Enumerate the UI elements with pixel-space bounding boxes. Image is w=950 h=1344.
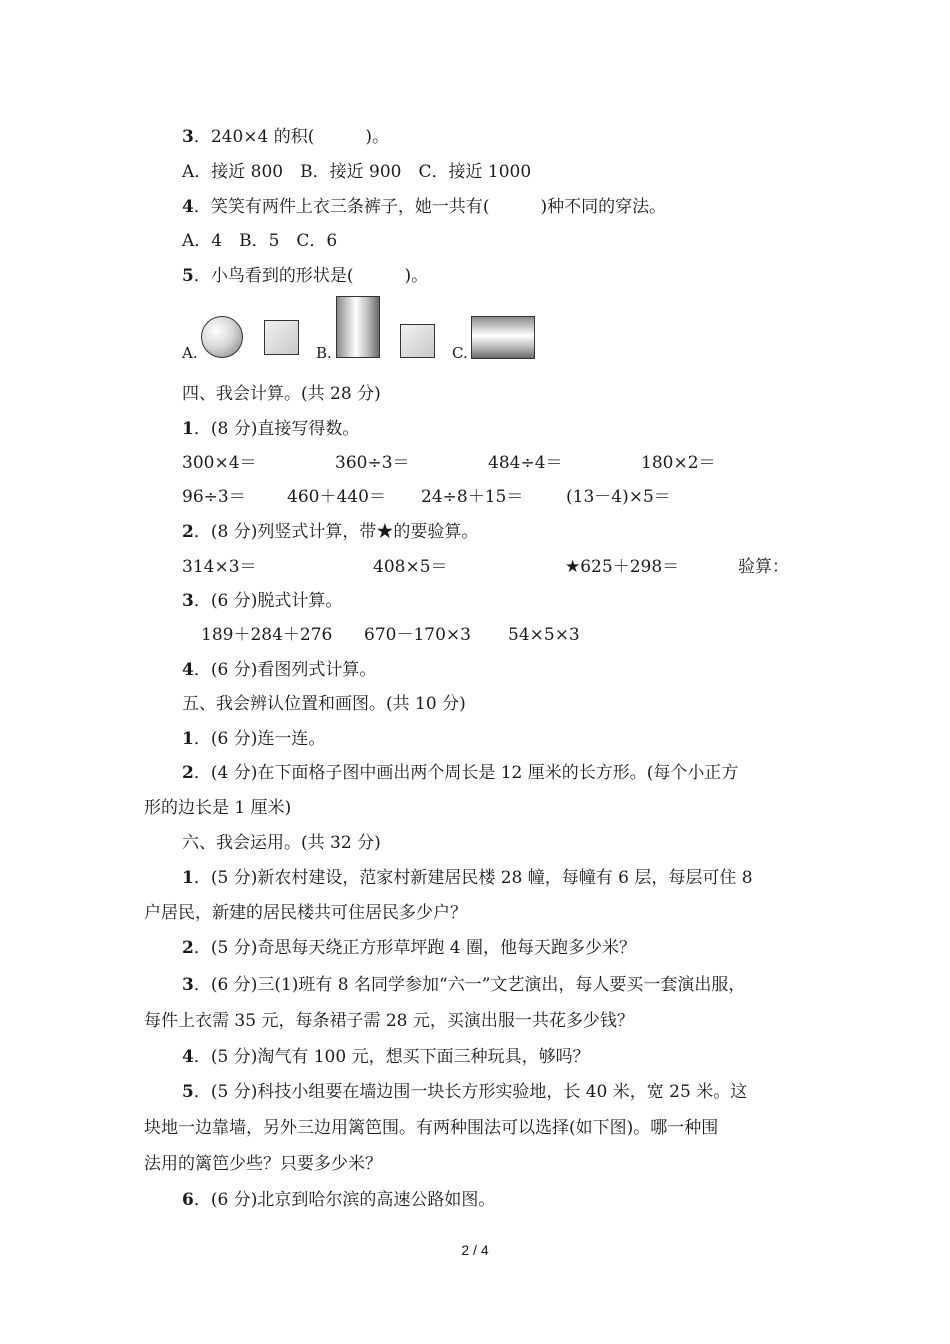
- question-3-3: 3．240×4 的积( )。: [182, 127, 390, 147]
- calc-item: (13－4)×5＝: [566, 487, 671, 507]
- question-4-4: 4．(6 分)看图列式计算。: [182, 660, 377, 680]
- cube-shape-2: [400, 324, 435, 358]
- question-6-3: 3．(6 分)三(1)班有 8 名同学参加“六一”文艺演出，每人要买一套演出服，: [182, 975, 746, 995]
- question-6-5-continued-2: 法用的篱笆少些？只要多少米？: [144, 1154, 382, 1174]
- question-6-4: 4．(5 分)淘气有 100 元，想买下面三种玩具，够吗？: [182, 1047, 590, 1067]
- question-6-2: 2．(5 分)奇思每天绕正方形草坪跑 4 圈，他每天跑多少米？: [182, 938, 636, 958]
- option-c-label: C.: [452, 344, 468, 362]
- calc-item: 96÷3＝: [182, 487, 246, 507]
- question-5-2-continued: 形的边长是 1 厘米): [144, 798, 292, 818]
- cube-shape: [264, 320, 299, 355]
- horizontal-cylinder-shape: [471, 316, 535, 359]
- question-3-5: 5．小鸟看到的形状是( )。: [182, 266, 429, 286]
- step-calc-item: 189＋284＋276: [201, 625, 333, 645]
- vertical-calc-item: 408×5＝: [373, 557, 448, 577]
- question-6-1: 1．(5 分)新农村建设，范家村新建居民楼 28 幢，每幢有 6 层，每层可住 8: [182, 868, 753, 888]
- calc-item: 180×2＝: [641, 453, 716, 473]
- calc-item: 300×4＝: [182, 453, 257, 473]
- sphere-shape: [201, 316, 243, 358]
- question-5-2: 2．(4 分)在下面格子图中画出两个周长是 12 厘米的长方形。(每个小正方: [182, 763, 739, 783]
- verify-label: 验算：: [738, 557, 789, 577]
- question-4-1: 1．(8 分)直接写得数。: [182, 419, 360, 439]
- question-4-2: 2．(8 分)列竖式计算，带★的要验算。: [182, 522, 479, 542]
- option-b-label: B.: [316, 344, 332, 362]
- question-3-4-options: A．4 B．5 C．6: [182, 231, 338, 251]
- vertical-calc-item-starred: ★625＋298＝: [565, 557, 680, 577]
- question-5-1: 1．(6 分)连一连。: [182, 729, 326, 749]
- question-3-3-options: A．接近 800 B．接近 900 C．接近 1000: [182, 162, 532, 182]
- calc-item: 460＋440＝: [287, 487, 386, 507]
- vertical-calc-item: 314×3＝: [182, 557, 257, 577]
- section-6-heading: 六、我会运用。(共 32 分): [182, 833, 381, 853]
- question-6-1-continued: 户居民，新建的居民楼共可住居民多少户？: [144, 903, 467, 923]
- page-number: 2 / 4: [461, 1242, 489, 1258]
- section-4-heading: 四、我会计算。(共 28 分): [182, 384, 381, 404]
- question-4-3: 3．(6 分)脱式计算。: [182, 591, 343, 611]
- calc-item: 24÷8＋15＝: [421, 487, 524, 507]
- calc-item: 360÷3＝: [335, 453, 410, 473]
- section-5-heading: 五、我会辨认位置和画图。(共 10 分): [182, 694, 466, 714]
- vertical-cylinder-shape: [336, 296, 380, 358]
- step-calc-item: 54×5×3: [508, 625, 580, 645]
- question-6-5-continued-1: 块地一边靠墙，另外三边用篱笆围。有两种围法可以选择(如下图)。哪一种围: [144, 1118, 719, 1138]
- question-6-3-continued: 每件上衣需 35 元，每条裙子需 28 元，买演出服一共花多少钱？: [144, 1011, 634, 1031]
- calc-item: 484÷4＝: [488, 453, 563, 473]
- question-3-4: 4．笑笑有两件上衣三条裤子，她一共有( )种不同的穿法。: [182, 197, 667, 217]
- option-a-label: A.: [182, 344, 198, 362]
- question-6-5: 5．(5 分)科技小组要在墙边围一块长方形实验地，长 40 米，宽 25 米。这: [182, 1082, 748, 1102]
- question-6-6: 6．(6 分)北京到哈尔滨的高速公路如图。: [182, 1190, 496, 1210]
- step-calc-item: 670－170×3: [364, 625, 471, 645]
